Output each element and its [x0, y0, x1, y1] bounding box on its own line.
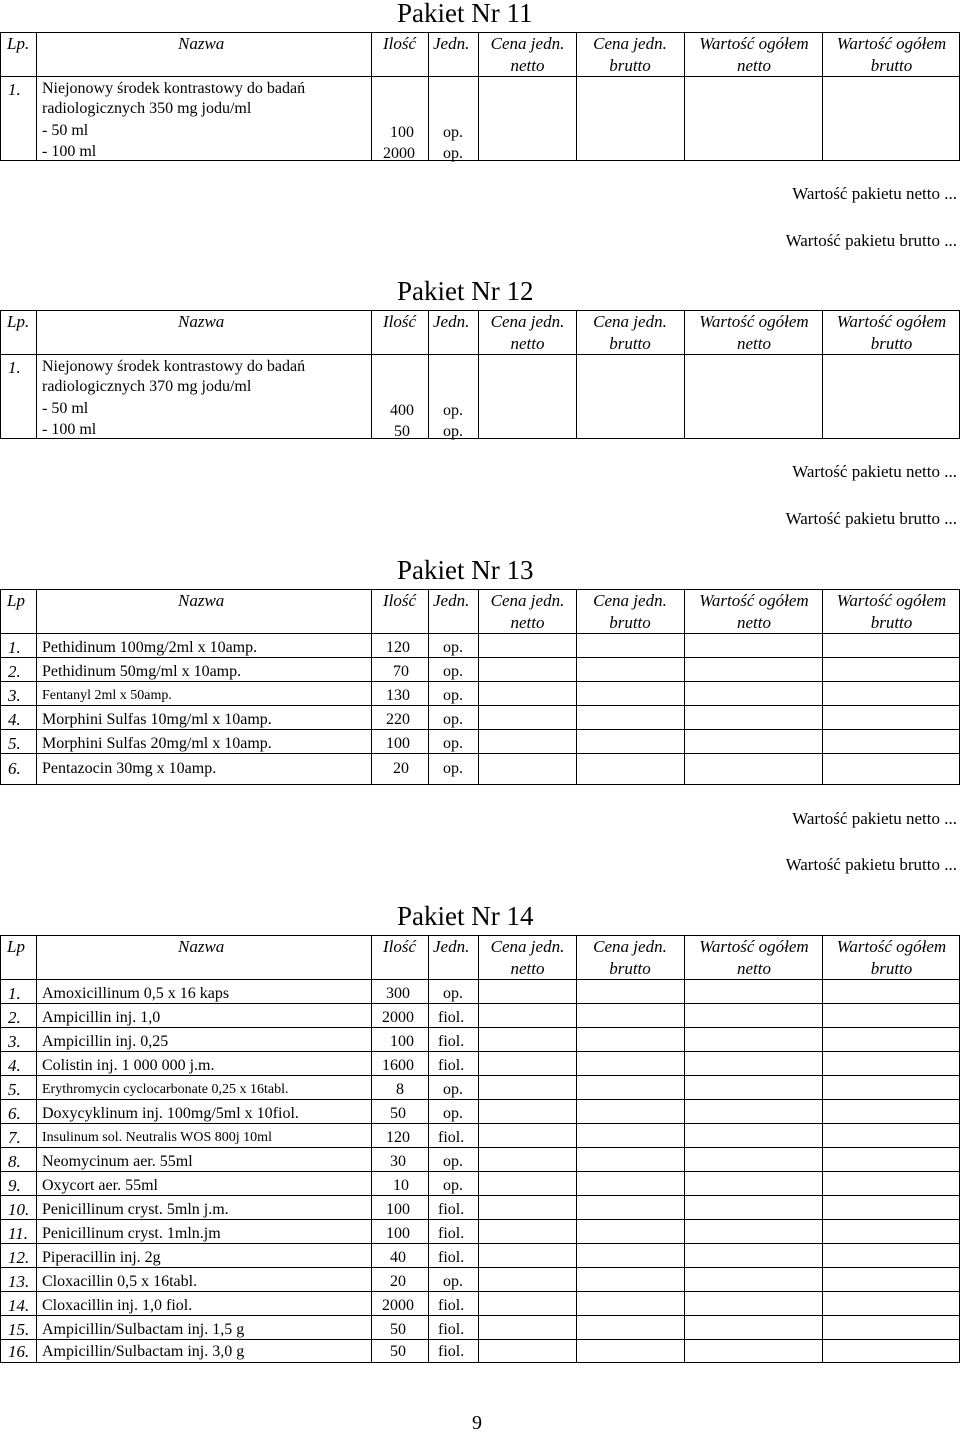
item-qty: 30 [390, 1153, 406, 1170]
item-unit: fiol. [438, 1321, 465, 1338]
item-unit: op. [443, 687, 463, 704]
header-lp: Lp. [7, 312, 30, 331]
row-lp: 13. [8, 1272, 30, 1291]
item-unit: fiol. [438, 1033, 465, 1050]
item-qty: 10 [393, 1177, 409, 1194]
item-unit: op. [443, 639, 463, 656]
item-unit: fiol. [438, 1057, 465, 1074]
item-qty: 100 [386, 735, 410, 752]
table-header [0, 311, 960, 355]
item-qty: 70 [393, 663, 409, 680]
header-net-price: Cena jedn. netto [490, 312, 565, 353]
header-gross-price: Cena jedn. brutto [593, 34, 667, 75]
header-name: Nazwa [178, 591, 225, 610]
item-qty: 100 [386, 1225, 410, 1242]
item-qty: 100 [386, 1201, 410, 1218]
header-gross-price: Cena jedn. brutto [593, 937, 667, 978]
item-name: Ampicillin inj. 1,0 [42, 1009, 161, 1026]
item-unit: fiol. [438, 1009, 465, 1026]
item-name: Piperacillin inj. 2g [42, 1249, 161, 1266]
table-header [0, 33, 960, 77]
package-gross-value: Wartość pakietu brutto ... [785, 855, 957, 874]
header-name: Nazwa [178, 937, 225, 956]
item-qty: 20 [393, 760, 409, 777]
header-gross-total: Wartość ogółem brutto [836, 312, 947, 353]
header-unit: Jedn. [433, 591, 470, 610]
row-lp: 4. [8, 710, 21, 729]
item-name-line: - 50 ml [42, 400, 89, 417]
row-lp: 3. [8, 1032, 21, 1051]
item-qty: 2000 [382, 1297, 414, 1314]
item-name: Colistin inj. 1 000 000 j.m. [42, 1057, 215, 1074]
header-lp: Lp [7, 937, 25, 956]
row-lp: 4. [8, 1056, 21, 1075]
package-net-value: Wartość pakietu netto ... [792, 184, 957, 203]
header-net-price: Cena jedn. netto [490, 591, 565, 632]
package-14-table [0, 935, 960, 1363]
row-lp: 5. [8, 734, 21, 753]
package-net-value: Wartość pakietu netto ... [792, 809, 957, 828]
item-qty: 50 [394, 423, 410, 440]
item-name: Pethidinum 50mg/ml x 10amp. [42, 663, 242, 680]
header-net-total: Wartość ogółem netto [699, 34, 809, 75]
page-number: 9 [472, 1412, 482, 1434]
header-gross-price: Cena jedn. brutto [593, 591, 667, 632]
header-name: Nazwa [178, 34, 225, 53]
item-name: Pethidinum 100mg/2ml x 10amp. [42, 639, 258, 656]
item-qty: 130 [386, 687, 410, 704]
package-13-title: Pakiet Nr 13 [397, 555, 534, 585]
row-lp: 10. [8, 1200, 30, 1219]
item-unit: fiol. [438, 1201, 465, 1218]
item-name-line: Niejonowy środek kontrastowy do badań [42, 358, 306, 375]
row-lp: 14. [8, 1296, 30, 1315]
row-lp: 16. [8, 1342, 30, 1361]
item-unit: op. [443, 402, 463, 419]
item-qty: 120 [386, 639, 410, 656]
header-unit: Jedn. [433, 34, 470, 53]
item-qty: 20 [390, 1273, 406, 1290]
item-unit: fiol. [438, 1129, 465, 1146]
item-name: Cloxacillin inj. 1,0 fiol. [42, 1297, 193, 1314]
item-name: Neomycinum aer. 55ml [42, 1153, 193, 1170]
item-name: Cloxacillin 0,5 x 16tabl. [42, 1273, 198, 1290]
item-qty: 2000 [382, 1009, 414, 1026]
header-qty: Ilość [383, 34, 417, 53]
item-qty: 100 [390, 124, 414, 141]
row-lp: 8. [8, 1152, 21, 1171]
item-qty: 40 [390, 1249, 406, 1266]
row-lp: 6. [8, 759, 21, 778]
header-gross-total: Wartość ogółem brutto [836, 34, 947, 75]
item-unit: op. [443, 735, 463, 752]
header-gross-price: Cena jedn. brutto [593, 312, 667, 353]
header-lp: Lp [7, 591, 25, 610]
package-12-table [0, 310, 960, 439]
item-name-line: - 50 ml [42, 122, 89, 139]
item-name: Morphini Sulfas 20mg/ml x 10amp. [42, 735, 272, 752]
header-lp: Lp. [7, 34, 30, 53]
item-qty: 120 [386, 1129, 410, 1146]
item-name: Morphini Sulfas 10mg/ml x 10amp. [42, 711, 272, 728]
header-qty: Ilość [383, 312, 417, 331]
item-qty: 50 [390, 1105, 406, 1122]
item-qty: 400 [390, 402, 414, 419]
item-name: Doxycyklinum inj. 100mg/5ml x 10fiol. [42, 1105, 299, 1122]
row-lp: 7. [8, 1128, 21, 1147]
row-lp: 11. [8, 1224, 28, 1243]
item-qty: 2000 [383, 145, 415, 162]
item-name-line: - 100 ml [42, 421, 97, 438]
item-qty: 100 [390, 1033, 414, 1050]
item-unit: fiol. [438, 1225, 465, 1242]
header-qty: Ilość [383, 937, 417, 956]
row-lp: 2. [8, 1008, 21, 1027]
row-lp: 1. [8, 358, 21, 377]
header-net-total: Wartość ogółem netto [699, 937, 809, 978]
row-lp: 6. [8, 1104, 21, 1123]
row-lp: 3. [8, 686, 21, 705]
package-gross-value: Wartość pakietu brutto ... [785, 231, 957, 250]
header-gross-total: Wartość ogółem brutto [836, 591, 947, 632]
item-unit: fiol. [438, 1343, 465, 1360]
package-14-title: Pakiet Nr 14 [397, 901, 534, 931]
item-qty: 1600 [382, 1057, 414, 1074]
item-name: Ampicillin/Sulbactam inj. 3,0 g [42, 1343, 245, 1360]
header-unit: Jedn. [433, 937, 470, 956]
item-name-line: radiologicznych 350 mg jodu/ml [42, 100, 252, 117]
row-lp: 2. [8, 662, 21, 681]
row-lp: 9. [8, 1176, 21, 1195]
row-lp: 1. [8, 638, 21, 657]
item-unit: op. [443, 1105, 463, 1122]
item-unit: op. [443, 124, 463, 141]
row-lp: 1. [8, 80, 21, 99]
header-net-total: Wartość ogółem netto [699, 591, 809, 632]
package-11-title: Pakiet Nr 11 [397, 0, 533, 28]
header-net-total: Wartość ogółem netto [699, 312, 809, 353]
item-name: Oxycort aer. 55ml [42, 1177, 158, 1194]
table-header [0, 590, 960, 634]
header-net-price: Cena jedn. netto [490, 937, 565, 978]
item-name: Ampicillin/Sulbactam inj. 1,5 g [42, 1321, 245, 1338]
item-unit: op. [443, 985, 463, 1002]
item-unit: op. [443, 1273, 463, 1290]
item-unit: op. [443, 1177, 463, 1194]
package-gross-value: Wartość pakietu brutto ... [785, 509, 957, 528]
table-header [0, 936, 960, 980]
header-qty: Ilość [383, 591, 417, 610]
item-unit: op. [443, 1081, 463, 1098]
item-name: Pentazocin 30mg x 10amp. [42, 760, 217, 777]
item-name: Fentanyl 2ml x 50amp. [42, 688, 172, 703]
item-qty: 220 [386, 711, 410, 728]
item-unit: op. [443, 663, 463, 680]
row-lp: 1. [8, 984, 21, 1003]
item-name-line: Niejonowy środek kontrastowy do badań [42, 80, 306, 97]
item-name: Erythromycin cyclocarbonate 0,25 x 16tabl. [42, 1082, 289, 1097]
package-net-value: Wartość pakietu netto ... [792, 462, 957, 481]
item-qty: 300 [386, 985, 410, 1002]
item-unit: op. [443, 711, 463, 728]
row-lp: 5. [8, 1080, 21, 1099]
item-unit: op. [443, 423, 463, 440]
row-lp: 15. [8, 1320, 30, 1339]
item-unit: op. [443, 1153, 463, 1170]
item-name: Ampicillin inj. 0,25 [42, 1033, 169, 1050]
item-name-line: - 100 ml [42, 143, 97, 160]
item-name-line: radiologicznych 370 mg jodu/ml [42, 378, 252, 395]
item-qty: 50 [390, 1321, 406, 1338]
header-net-price: Cena jedn. netto [490, 34, 565, 75]
item-name: Penicillinum cryst. 5mln j.m. [42, 1201, 229, 1218]
package-13-table [0, 589, 960, 785]
row-lp: 12. [8, 1248, 30, 1267]
header-name: Nazwa [178, 312, 225, 331]
item-unit: op. [443, 145, 463, 162]
item-unit: fiol. [438, 1297, 465, 1314]
item-name: Penicillinum cryst. 1mln.jm [42, 1225, 221, 1242]
package-11-table [0, 32, 960, 161]
item-unit: op. [443, 760, 463, 777]
item-qty: 8 [396, 1081, 404, 1098]
header-gross-total: Wartość ogółem brutto [836, 937, 947, 978]
item-unit: fiol. [438, 1249, 465, 1266]
package-12-title: Pakiet Nr 12 [397, 276, 534, 306]
item-name: Amoxicillinum 0,5 x 16 kaps [42, 985, 230, 1002]
header-unit: Jedn. [433, 312, 470, 331]
item-qty: 50 [390, 1343, 406, 1360]
item-name: Insulinum sol. Neutralis WOS 800j 10ml [42, 1130, 272, 1145]
